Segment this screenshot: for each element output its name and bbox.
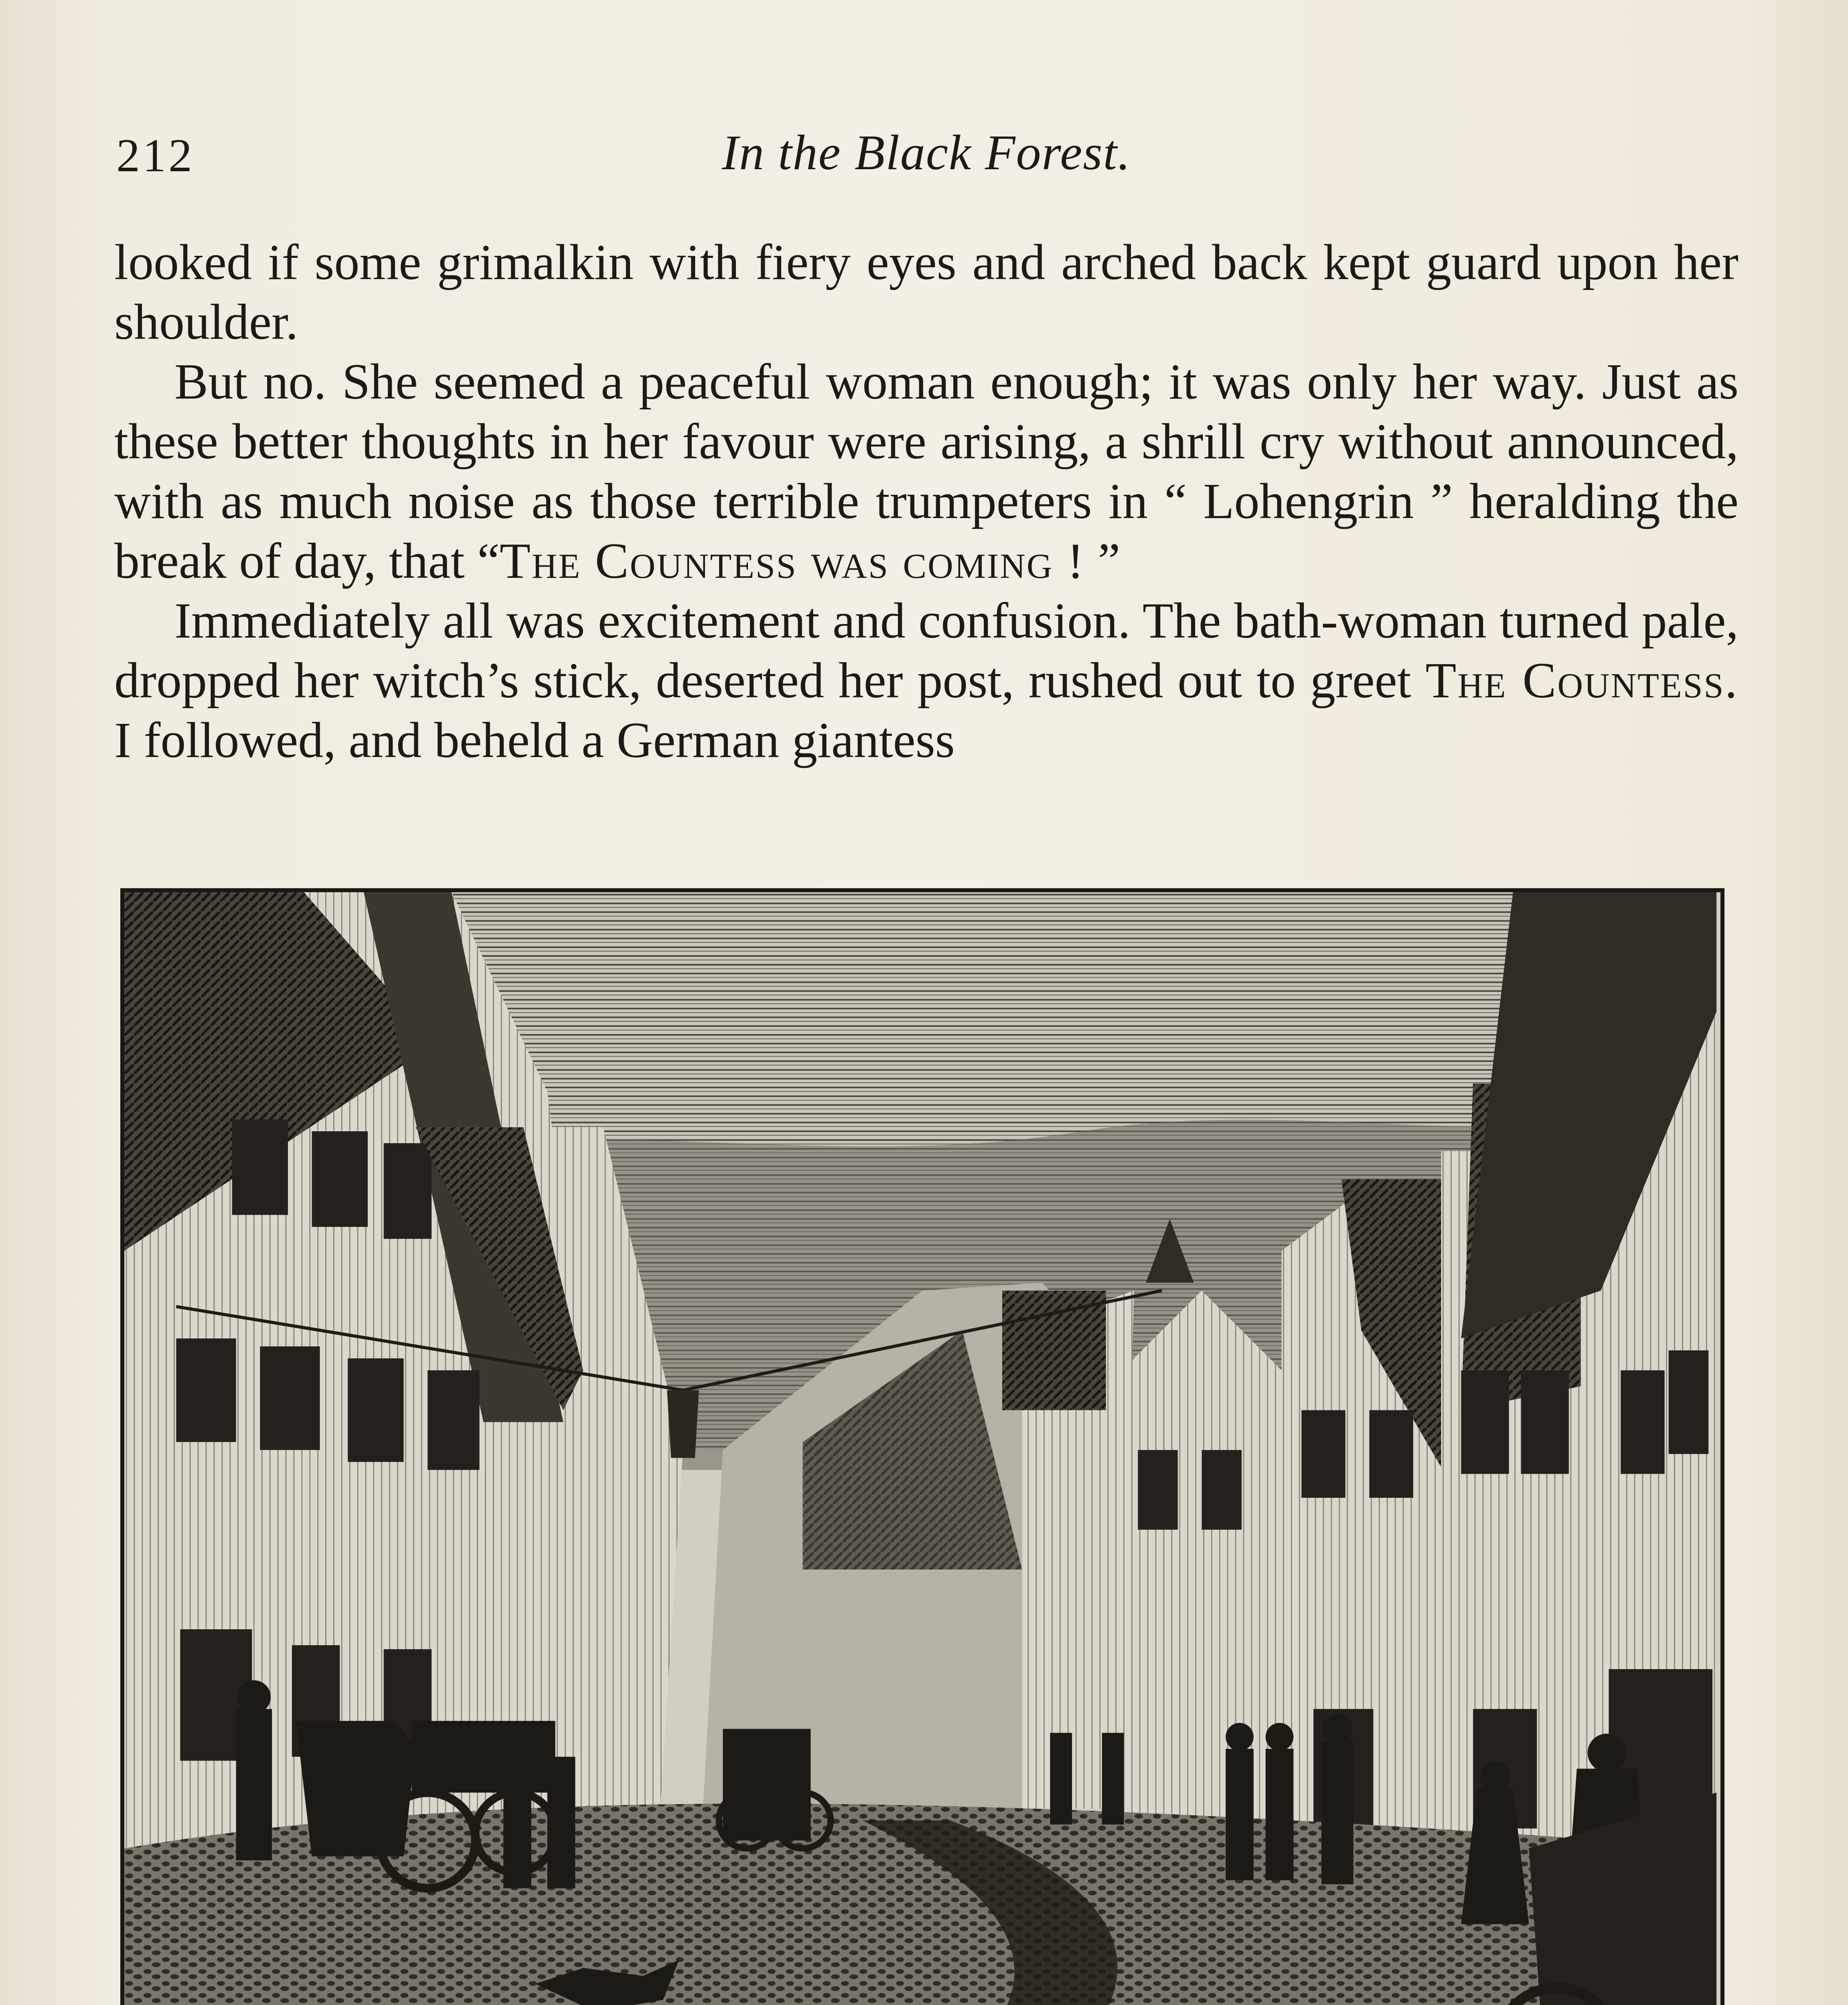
text-run: ” [1085,533,1121,589]
paragraph [114,591,1739,770]
text-run: But no. She seemed a peaceful woman enough; it was only her way. Just as these better thoughts in her favour were arising, a shrill cry without announced, with as much noise as those terrible trumpeters in “ Lohengrin ” heralding the break of day, that “ [114,354,1739,589]
text-run: Immediately all was excitement and confusion. The bath-woman turned pale, dropped her witch’s stick, deserted her post, rushed out to greet [114,593,1739,709]
paragraph [114,352,1739,591]
running-title: In the Black Forest. [721,125,1131,180]
text-block-top [114,233,1739,770]
page-number: 212 [116,129,195,182]
paragraph: looked if some grimalkin with fiery eyes and arched back kept guard upon her shoulder. [114,235,1739,350]
text-run: I followed, and beheld a German giantess [114,713,955,768]
street-scene-image [124,892,1720,2005]
street-engraving [120,888,1724,2005]
small-caps-text: The Countess was coming ! [499,533,1085,589]
page-header [116,120,1737,192]
small-caps-text: The Countess. [1425,653,1739,709]
